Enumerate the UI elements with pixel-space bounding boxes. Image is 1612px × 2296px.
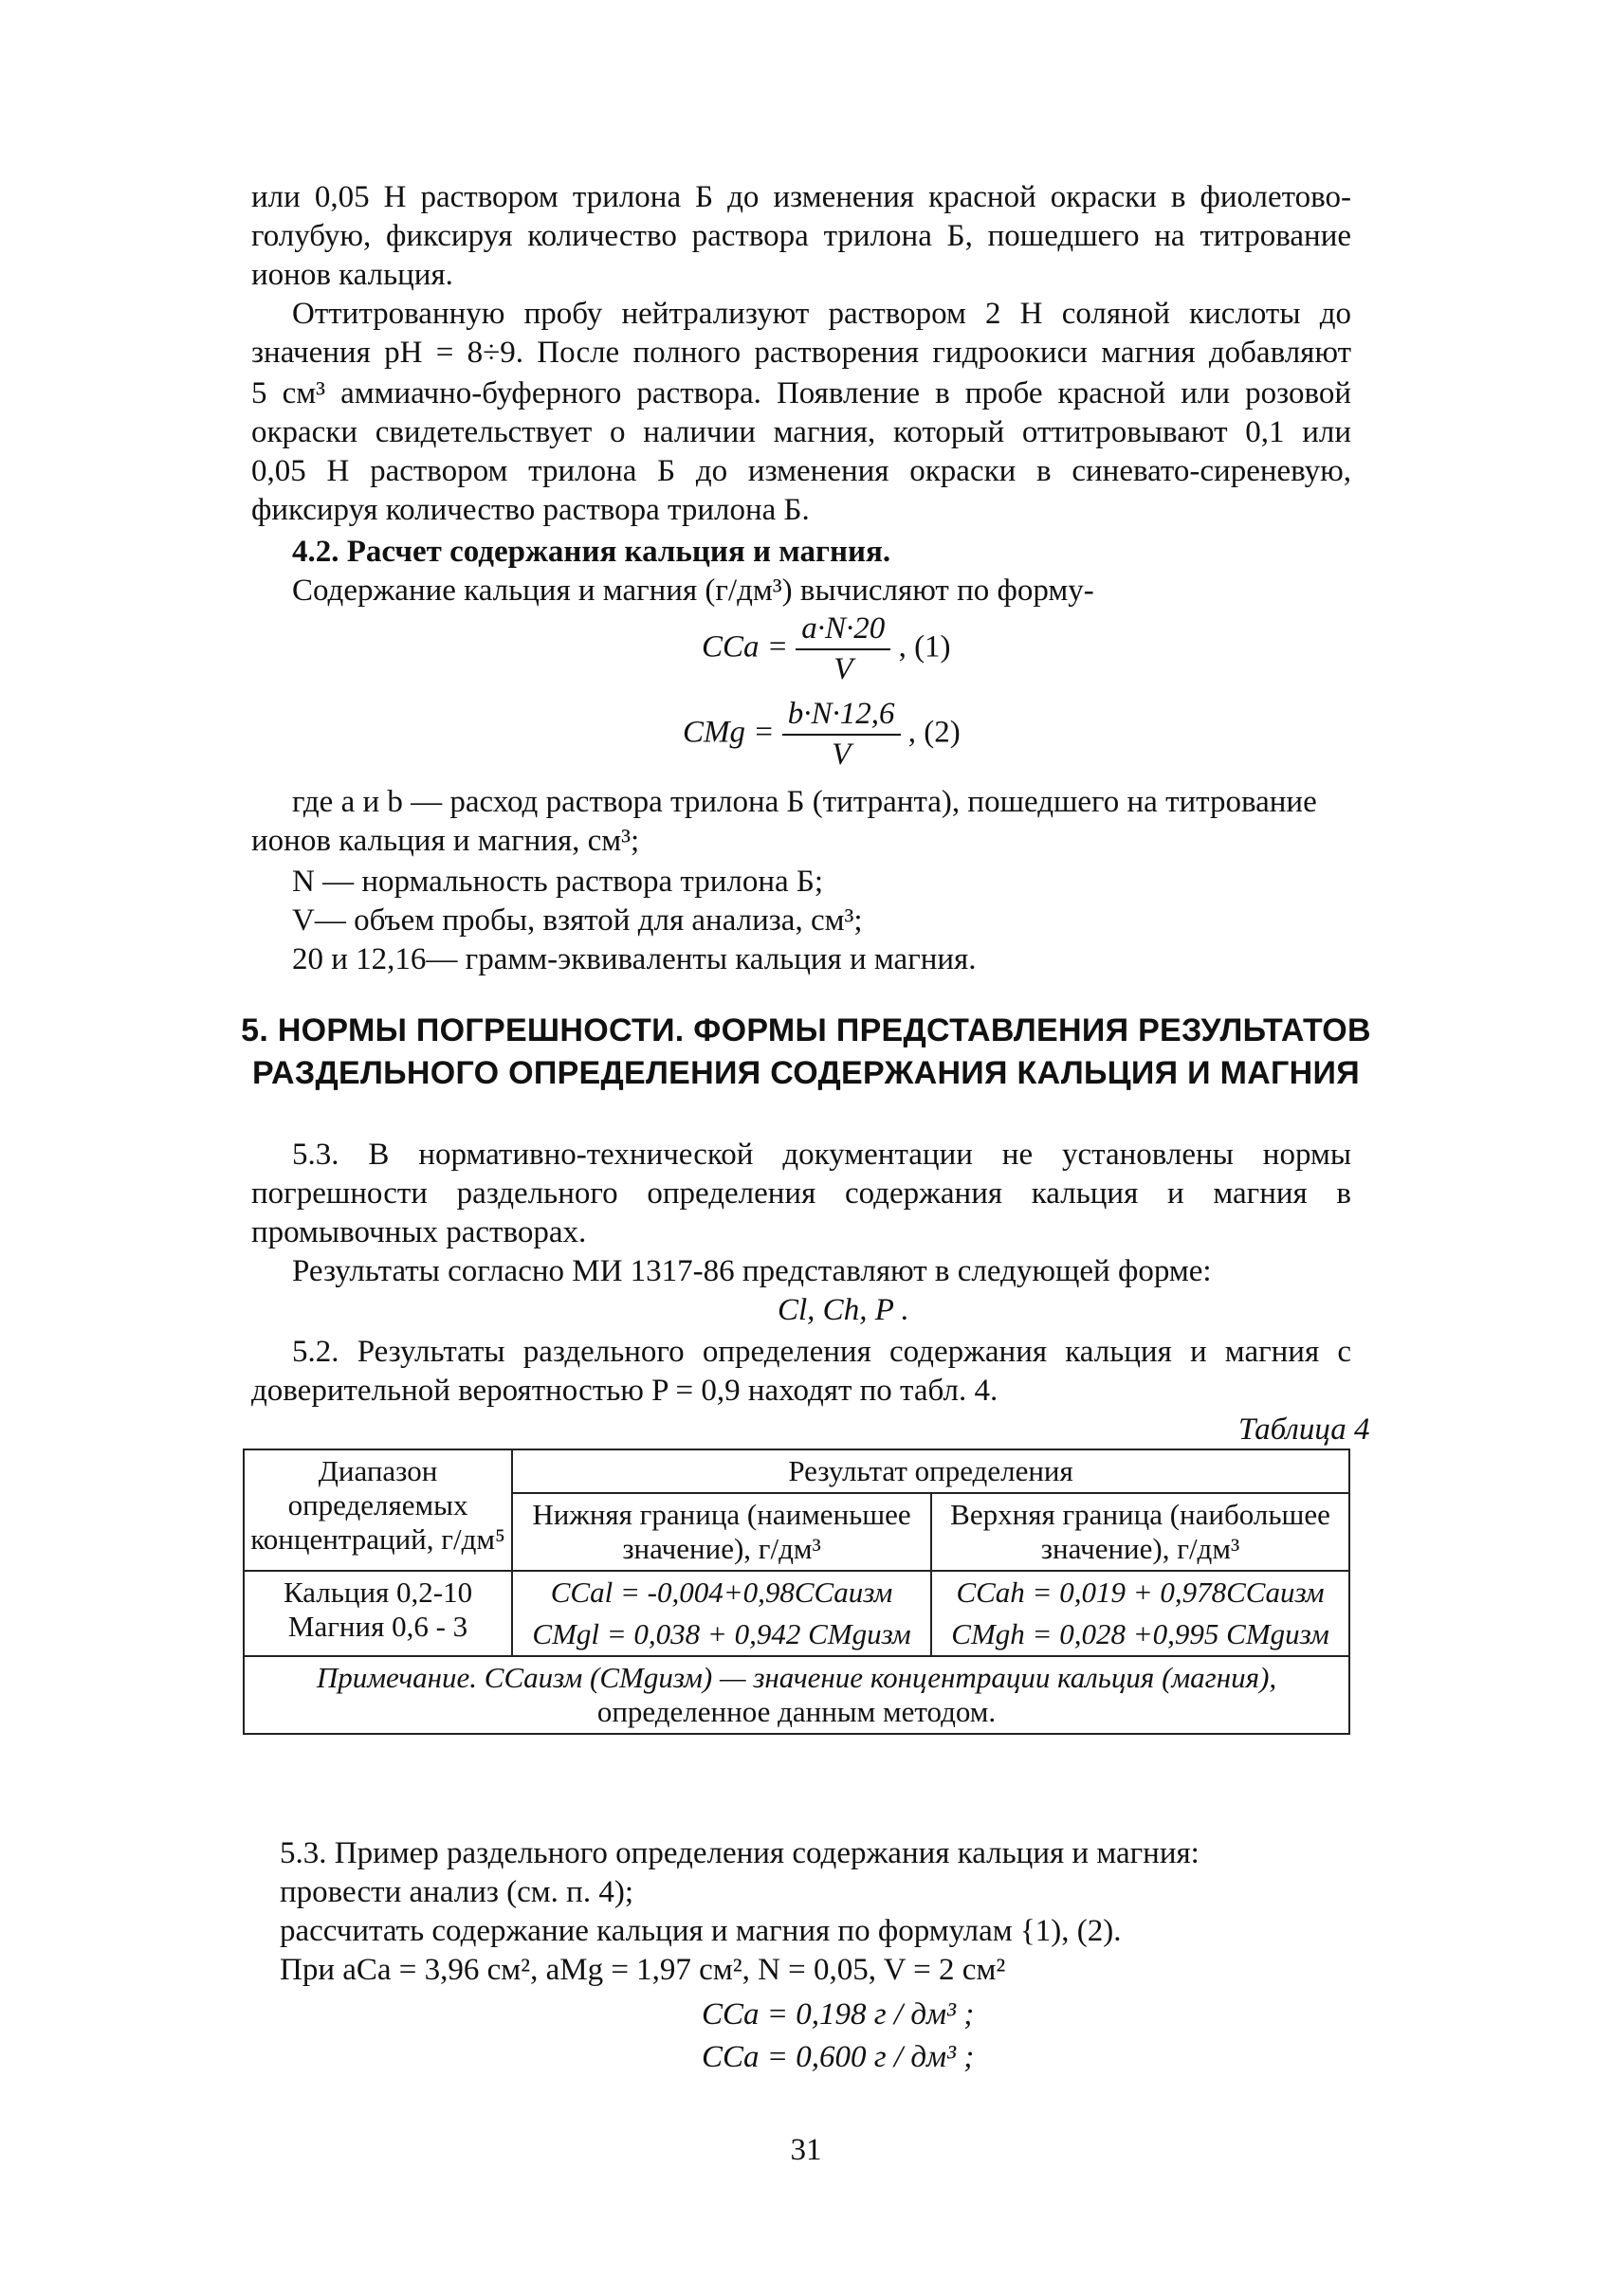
definition-line: V— объем пробы, взятой для анализа, см³; xyxy=(292,903,863,938)
example-result: CCa = 0,198 г / дм³ ; xyxy=(702,1997,975,2032)
results-table xyxy=(243,1449,1350,1735)
section-heading: 5. НОРМЫ ПОГРЕШНОСТИ. ФОРМЫ ПРЕДСТАВЛЕНИЯ РЕЗУЛЬТАТОВ xyxy=(241,1012,1371,1048)
range-magnesium: Магния 0,6 - 3 xyxy=(287,1610,468,1643)
definition-line: N — нормальность раствора трилона Б; xyxy=(292,865,824,899)
note-line: определенное данным методом. xyxy=(596,1695,997,1728)
text-line: 5.3. Пример раздельного определения содержания кальция и магния: xyxy=(280,1836,1200,1870)
text-line: ионов кальция. xyxy=(251,258,453,292)
definition-line: где a и b — расход раствора трилона Б (титранта), пошедшего на титрование xyxy=(292,785,1317,819)
text-line: провести анализ (см. п. 4); xyxy=(280,1875,633,1909)
formula-tag: , (1) xyxy=(898,629,951,665)
text-line: 5.2. Результаты раздельного определения содержания кальция и магния с xyxy=(292,1335,1351,1369)
formula-lhs: CMg = xyxy=(683,715,775,750)
section-heading: РАЗДЕЛЬНОГО ОПРЕДЕЛЕНИЯ СОДЕРЖАНИЯ КАЛЬЦИЯ И МАГНИЯ xyxy=(252,1055,1360,1091)
text-line: 5 см³ аммиачно-буферного раствора. Появление в пробе красной или розовой xyxy=(251,376,1351,410)
text-line: При aCa = 3,96 см², aMg = 1,97 см², N = 0,05, V = 2 см² xyxy=(280,1953,1006,1987)
text-line: фиксируя количество раствора трилона Б. xyxy=(251,493,810,527)
formula-fraction xyxy=(796,611,890,687)
formula-denominator: V xyxy=(832,738,852,772)
text-line: 5.3. В нормативно-технической документации не установлены нормы xyxy=(292,1138,1351,1172)
page-number: 31 xyxy=(790,2133,822,2167)
example-result: CCa = 0,600 г / дм³ ; xyxy=(702,2040,975,2074)
upper-calcium: CCah = 0,019 + 0,978CCaизм xyxy=(956,1576,1325,1609)
header-range: Диапазон определяемых концентраций, г/дм⁵ xyxy=(244,1449,512,1571)
table-cell-upper xyxy=(931,1571,1349,1656)
text-line: Результаты согласно МИ 1317-86 представляют в следующей форме: xyxy=(292,1254,1212,1288)
text-line: рассчитать содержание кальция и магния по формулам {1), (2). xyxy=(280,1914,1122,1948)
text-line: или 0,05 Н раствором трилона Б до изменения красной окраски в фиолетово- xyxy=(251,180,1351,214)
table-caption: Таблица 4 xyxy=(1238,1412,1370,1447)
result-form-expression: Cl, Ch, P . xyxy=(778,1293,909,1327)
table-cell-lower xyxy=(512,1571,931,1656)
formula-fraction xyxy=(782,697,901,773)
text-line: окраски свидетельствует о наличии магния, который оттитровывают 0,1 или xyxy=(251,415,1351,449)
text-line: промывочных растворах. xyxy=(251,1215,587,1249)
text-line: голубую, фиксируя количество раствора трилона Б, пошедшего на титрование xyxy=(251,219,1351,253)
table-note xyxy=(244,1656,1349,1734)
upper-magnesium: CMgh = 0,028 +0,995 CMgизм xyxy=(951,1617,1329,1650)
definition-line: ионов кальция и магния, см³; xyxy=(251,824,640,858)
formula-numerator: a·N·20 xyxy=(796,611,890,650)
formula-1 xyxy=(702,611,951,687)
formula-denominator: V xyxy=(833,652,853,686)
text-line: значения pH = 8÷9. После полного растворения гидроокиси магния добавляют xyxy=(251,336,1351,370)
range-calcium: Кальция 0,2-10 xyxy=(283,1576,473,1609)
text-line: Содержание кальция и магния (г/дм³) вычисляют по форму- xyxy=(292,574,1094,608)
text-line: 0,05 Н раствором трилона Б до изменения окраски в синевато-сиреневую, xyxy=(251,454,1351,488)
note-line: Примечание. CCaизм (CMgизм) — значение концентрации кальция (магния), xyxy=(316,1661,1277,1694)
header-lower: Нижняя граница (наименьшее значение), г/дм³ xyxy=(512,1493,931,1571)
header-result: Результат определения xyxy=(512,1449,1349,1493)
formula-numerator: b·N·12,6 xyxy=(782,697,901,736)
lower-calcium: CCal = -0,004+0,98CCaизм xyxy=(550,1576,893,1609)
text-line: доверительной вероятностью P = 0,9 находят по табл. 4. xyxy=(251,1374,998,1408)
formula-tag: , (2) xyxy=(907,715,961,750)
section-title: 4.2. Расчет содержания кальция и магния. xyxy=(292,535,891,569)
formula-2 xyxy=(683,697,961,773)
definition-line: 20 и 12,16— грамм-эквиваленты кальция и магния. xyxy=(292,942,977,976)
lower-magnesium: CMgl = 0,038 + 0,942 CMgизм xyxy=(532,1617,911,1650)
table-cell-range xyxy=(244,1571,512,1656)
text-line: Оттитрованную пробу нейтрализуют раствором 2 Н соляной кислоты до xyxy=(292,297,1351,331)
header-upper: Верхняя граница (наибольшее значение), г/дм³ xyxy=(931,1493,1349,1571)
formula-lhs: CCa = xyxy=(702,629,789,665)
text-line: погрешности раздельного определения содержания кальция и магния в xyxy=(251,1176,1351,1211)
